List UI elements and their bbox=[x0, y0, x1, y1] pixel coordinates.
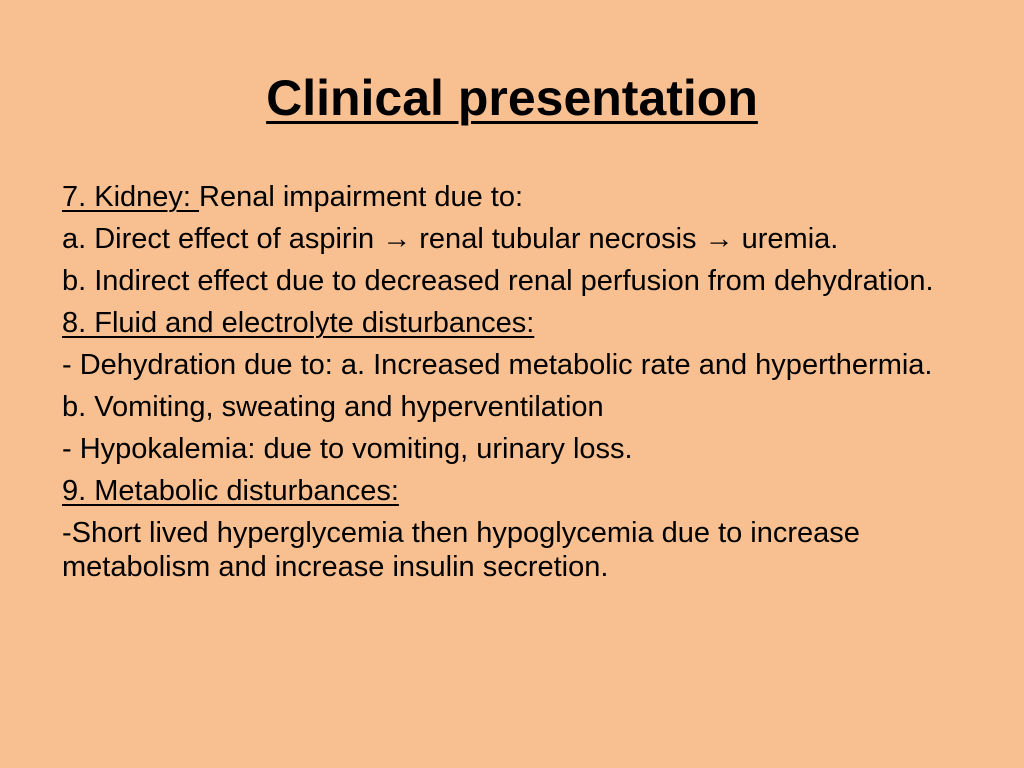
kidney-item-b: b. Indirect effect due to decreased renal perfusion from dehydration. bbox=[62, 265, 934, 297]
slide-body bbox=[62, 180, 972, 592]
metabolic-line bbox=[62, 474, 972, 508]
kidney-line bbox=[62, 180, 972, 214]
fluid-dehydration: - Dehydration due to: a. Increased metabolic rate and hyperthermia. bbox=[62, 349, 933, 381]
kidney-item-a: a. Direct effect of aspirin → renal tubular necrosis → uremia. bbox=[62, 223, 839, 255]
kidney-heading: 7. Kidney: bbox=[62, 181, 200, 213]
slide-title bbox=[0, 62, 1024, 134]
metabolic-heading: 9. Metabolic disturbances: bbox=[62, 475, 399, 507]
slide-title-text: Clinical presentation bbox=[266, 70, 758, 126]
fluid-heading: 8. Fluid and electrolyte disturbances: bbox=[62, 307, 535, 339]
fluid-item-b: b. Vomiting, sweating and hyperventilation bbox=[62, 391, 604, 423]
kidney-intro: Renal impairment due to: bbox=[199, 181, 524, 213]
fluid-hypokalemia: - Hypokalemia: due to vomiting, urinary loss. bbox=[62, 433, 633, 465]
fluid-line bbox=[62, 306, 972, 340]
metabolic-item: -Short lived hyperglycemia then hypoglycemia due to increase metabolism and increase insulin secretion. bbox=[62, 517, 860, 583]
